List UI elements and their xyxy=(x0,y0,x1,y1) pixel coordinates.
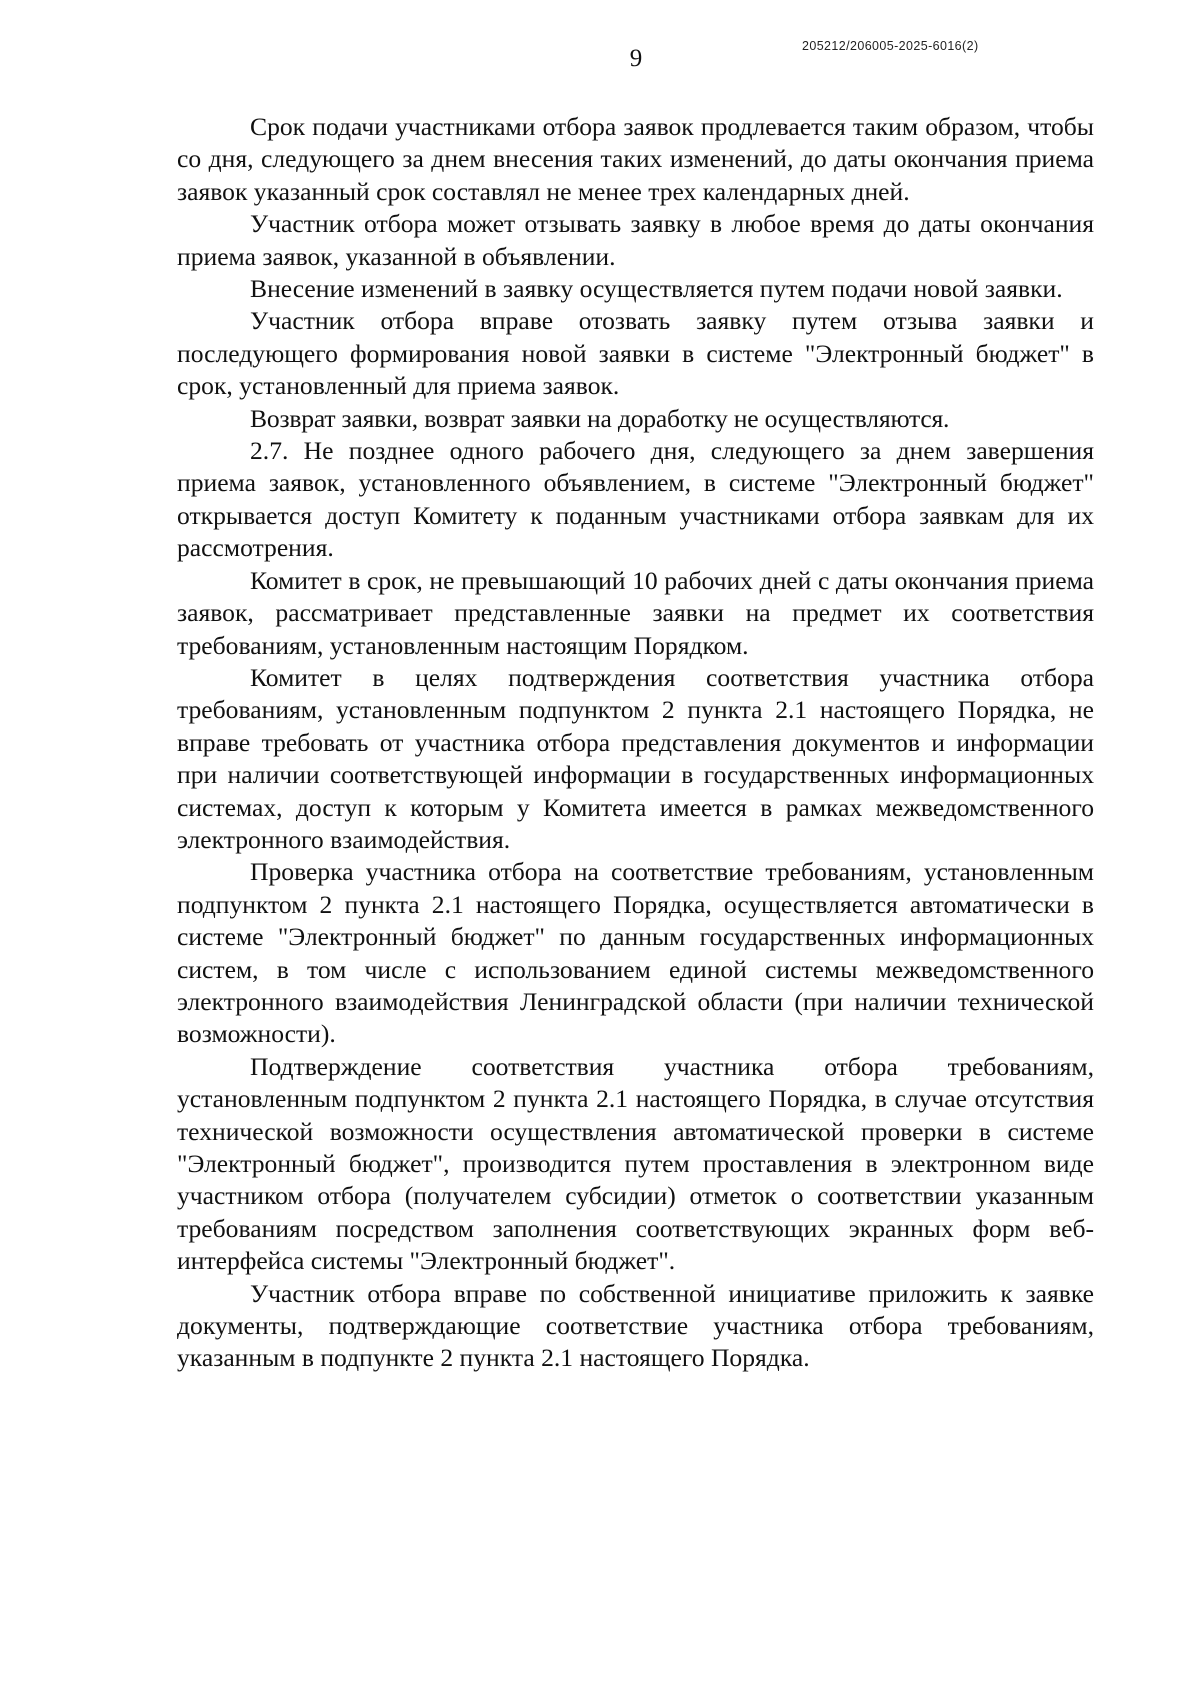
paragraph-document-requests: Комитет в целях подтверждения соответствия участника отбора требованиям, установленным подпунктом 2 пункта 2.1 настоящего Порядка, не вправе требовать от участника отбора представления документов и информации при наличии соответствующей информации в государственных информационных системах, доступ к которым у Комитета имеется в рамках межведомственного электронного взаимодействия. xyxy=(177,662,1094,854)
page-number: 9 xyxy=(629,45,643,72)
paragraph-automatic-check: Проверка участника отбора на соответствие требованиям, установленным подпунктом 2 пункта 2.1 настоящего Порядка, осуществляется автоматически в системе "Электронный бюджет" по данным государственных информационных систем, в том числе с использованием единой системы межведомственного электронного взаимодействия Ленинградской области (при наличии технической возможности). xyxy=(177,857,1094,1049)
paragraph-application-changes: Внесение изменений в заявку осуществляется путем подачи новой заявки. xyxy=(250,274,1063,304)
document-registration-number: 205212/206005-2025-6016(2) xyxy=(802,39,979,53)
document-body xyxy=(177,111,1094,1375)
paragraph-manual-confirmation: Подтверждение соответствия участника отбора требованиям, установленным подпунктом 2 пункта 2.1 настоящего Порядка, в случае отсутствия технической возможности осуществления автоматической проверки в системе "Электронный бюджет", производится путем проставления в электронном виде участником отбора (получателем субсидии) отметок о соответствии указанным требованиям посредством заполнения соответствующих экранных форм веб-интерфейса системы "Электронный бюджет". xyxy=(177,1051,1094,1276)
paragraph-supporting-documents: Участник отбора вправе по собственной инициативе приложить к заявке документы, подтверждающие соответствие участника отбора требованиям, указанным в подпункте 2 пункта 2.1 настоящего Порядка. xyxy=(177,1278,1094,1373)
paragraph-review-period: Комитет в срок, не превышающий 10 рабочих дней с даты окончания приема заявок, рассматривает представленные заявки на предмет их соответствия требованиям, установленным настоящим Порядком. xyxy=(177,565,1094,660)
paragraph-clause-2-7: 2.7. Не позднее одного рабочего дня, следующего за днем завершения приема заявок, установленного объявлением, в системе "Электронный бюджет" открывается доступ Комитету к поданным участниками отбора заявкам для их рассмотрения. xyxy=(177,436,1094,563)
paragraph-deadline-extension: Срок подачи участниками отбора заявок продлевается таким образом, чтобы со дня, следующего за днем внесения таких изменений, до даты окончания приема заявок указанный срок составлял не менее трех календарных дней. xyxy=(177,112,1094,206)
paragraph-withdraw-and-resubmit: Участник отбора вправе отозвать заявку путем отзыва заявки и последующего формирования новой заявки в системе "Электронный бюджет" в срок, установленный для приема заявок. xyxy=(177,306,1094,401)
paragraph-no-return: Возврат заявки, возврат заявки на доработку не осуществляются. xyxy=(250,403,950,433)
paragraph-application-withdrawal: Участник отбора может отзывать заявку в любое время до даты окончания приема заявок, указанной в объявлении. xyxy=(177,209,1094,271)
